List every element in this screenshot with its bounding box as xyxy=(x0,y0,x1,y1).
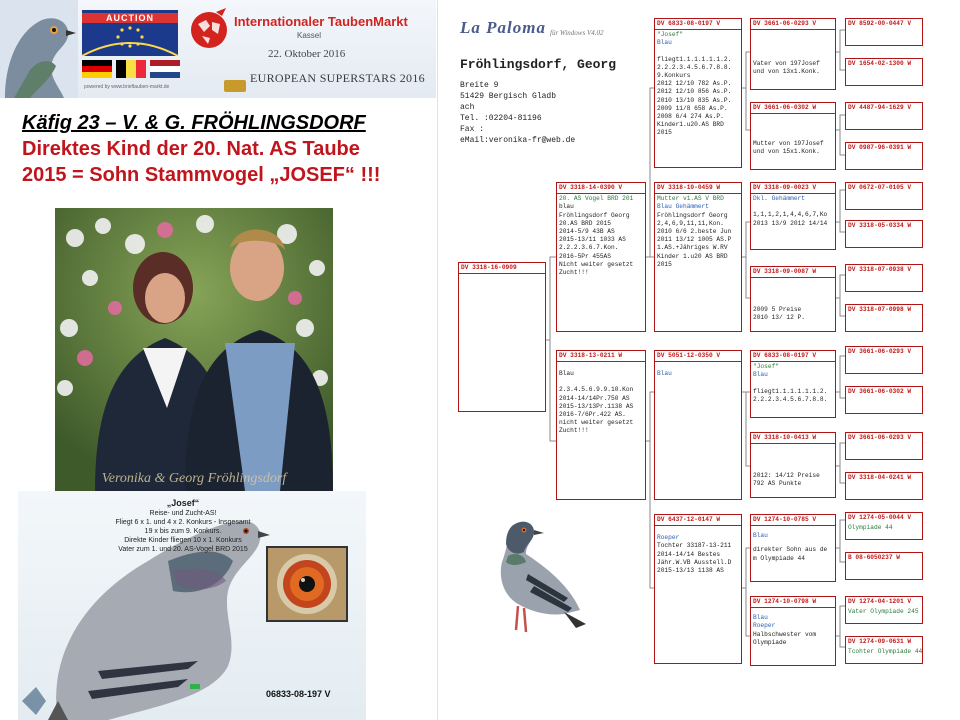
bird-info: 2012 12/10 856 As.P. xyxy=(657,88,732,96)
pedigree-gen4 xyxy=(845,220,923,248)
pigeon-head-image xyxy=(0,0,78,98)
bird-color: Blau xyxy=(559,370,574,378)
bird-info: 2.2.2.3.4.5.6.7.8.8. xyxy=(753,395,828,403)
bird-title: Vater Olympiade 245 xyxy=(848,608,919,616)
josef-line: Vater zum 1. und 20. AS-Vogel BRD 2015 xyxy=(118,546,248,553)
ring-number: DV 1274-04-1201 V xyxy=(848,598,912,605)
pedigree-gen4 xyxy=(845,596,923,624)
bird-info: 2.3.4.5.6.9.9.10.Kon xyxy=(559,386,634,394)
pedigree-sire xyxy=(556,182,646,332)
bird-info: Fröhlingsdorf Georg xyxy=(657,211,728,219)
pedigree-gen3 xyxy=(750,102,836,170)
pedigree-sheet xyxy=(437,0,960,720)
ring-number: DV 4487-94-1629 V xyxy=(848,104,912,111)
market-event: EUROPEAN SUPERSTARS 2016 xyxy=(250,71,425,85)
pedigree-gen4 xyxy=(845,102,923,130)
auction-banner xyxy=(0,0,436,98)
bird-info: direkter Sohn aus de xyxy=(753,546,828,554)
ring-number: DV 0672-07-0105 V xyxy=(848,184,912,191)
bird-color: blau xyxy=(559,203,574,211)
address-line: Breite 9 xyxy=(460,81,499,90)
pedigree-sire-sire xyxy=(654,18,742,168)
ring-number: DV 3318-07-0938 V xyxy=(848,266,912,273)
bird-info: Jähr.W.VB Ausstell.D xyxy=(657,558,732,566)
flag-netherlands xyxy=(150,60,180,78)
bird-color: Roeper xyxy=(657,534,680,542)
pedigree-gen4 xyxy=(845,346,923,374)
pedigree-gen4 xyxy=(845,18,923,46)
bird-info: 1.AS.+Jähriges W.RV xyxy=(657,244,728,252)
heading-cage: Käfig 23 – V. & G. FRÖHLINGSDORF xyxy=(22,112,366,134)
address-line: ach xyxy=(460,103,475,112)
ring-number: DV 3661-06-0293 V xyxy=(848,434,912,441)
photo-caption: Veronika & Georg Fröhlingsdorf xyxy=(101,471,287,486)
ring-number: DV 3318-16-0909 xyxy=(459,263,545,274)
bird-color: Blau xyxy=(753,614,768,622)
josef-description xyxy=(78,498,288,554)
address-line: 51429 Bergisch Gladb xyxy=(460,92,557,101)
bird-info: 2015-13/11 1033 AS xyxy=(559,236,626,244)
pedigree-gen3 xyxy=(750,432,836,498)
bird-info: 792 AS Punkte xyxy=(753,480,802,488)
ring-number: DV 1654-02-1300 W xyxy=(848,60,912,67)
flag-row xyxy=(82,60,180,78)
ring-number: DV 3661-06-0302 W xyxy=(848,388,912,395)
heading-line-2: Direktes Kind der 20. Nat. AS Taube xyxy=(22,138,360,160)
bird-title: 20. AS Vogel BRD 201 xyxy=(559,195,634,203)
ring-number: DV 3661-06-0302 W xyxy=(751,103,835,114)
bird-info: 2.2.2.3.6.7.Kon. xyxy=(559,244,619,252)
ring-number: DV 1274-10-0798 W xyxy=(751,597,835,608)
bird-info: Nicht weiter gesetzt xyxy=(559,260,634,268)
bird-info: 2015-13/13Pr.1138 AS xyxy=(559,402,634,410)
world-map-logo xyxy=(186,6,232,50)
bird-title: Tcohter Olympiade 44 xyxy=(848,648,923,656)
pedigree-gen3 xyxy=(750,514,836,582)
pedigree-gen3 xyxy=(750,596,836,666)
josef-ring-number: 06833-08-197 V xyxy=(266,689,331,699)
bird-info: 2010 6/6 2.beste Jun xyxy=(657,228,732,236)
bird-info: Halbschwester vom xyxy=(753,630,817,638)
bird-info: 2013 13/9 2012 14/14 xyxy=(753,219,828,227)
pedigree-dam-dam xyxy=(654,514,742,664)
pedigree-gen4 xyxy=(845,636,923,664)
bird-info: Tochter 33187-13-211 xyxy=(657,542,732,550)
pedigree-gen4 xyxy=(845,142,923,170)
bird-color: Blau xyxy=(753,371,768,379)
ring-number: DV 3318-14-0390 V xyxy=(557,183,645,194)
pedigree-gen3 xyxy=(750,182,836,250)
bird-info: 2015-13/13 1138 AS xyxy=(657,567,724,575)
heading-line-3: 2015 = Sohn Stammvogel „JOSEF“ !!! xyxy=(22,164,381,186)
eu-auction-label: AUCTION xyxy=(82,13,178,23)
pedigree-gen4 xyxy=(845,472,923,500)
bird-info: 2011 13/12 1005 AS.P xyxy=(657,236,732,244)
bird-info: Kinder1.u20.AS BRD xyxy=(657,121,724,129)
bird-info: 2.2.2.3.4.5.6.7.8.8. xyxy=(657,63,732,71)
bird-title: Olympiade 44 xyxy=(848,524,893,532)
josef-line: Direkte Kinder fliegen 10 x 1. Konkurs xyxy=(124,537,242,544)
bird-color: Roeper xyxy=(753,622,776,630)
bird-info: 2010 13/10 835 As.P. xyxy=(657,96,732,104)
ring-number: DV 8592-00-0447 V xyxy=(848,20,912,27)
breeder-name: Fröhlingsdorf, Georg xyxy=(460,57,617,72)
bird-title: "Josef" xyxy=(657,31,683,39)
software-version: für Windows V4.02 xyxy=(550,29,604,37)
bird-info: 2014-14/14Pr.750 AS xyxy=(559,394,630,402)
pedigree-gen3 xyxy=(750,266,836,332)
bird-info: Vater von 197Josef xyxy=(753,60,820,68)
pedigree-gen4 xyxy=(845,512,923,540)
ring-number: DV 3318-09-0087 W xyxy=(751,267,835,278)
bird-info: 2012: 14/12 Preise xyxy=(753,472,820,480)
bird-info: Zucht!!! xyxy=(559,269,589,277)
josef-card xyxy=(18,491,366,720)
market-city: Kassel xyxy=(296,31,321,40)
pigeon-illustration xyxy=(468,512,588,642)
bird-info: m Olympiade 44 xyxy=(753,554,805,562)
bird-info: 2015 xyxy=(657,260,672,268)
ring-number: B 08-6050237 W xyxy=(848,554,900,561)
ring-number: DV 6437-12-0147 W xyxy=(655,515,741,526)
bird-info: 9.Konkurs xyxy=(657,72,691,80)
josef-line: Fliegt 6 x 1. und 4 x 2. Konkurs - Insgesamt xyxy=(115,519,251,526)
pedigree-gen4 xyxy=(845,182,923,210)
flag-germany xyxy=(82,60,112,78)
bird-title: Mutter v1.AS V BRD xyxy=(657,195,724,203)
bird-info: 1,1,1,2,1,4,4,6,7,Ko xyxy=(753,211,828,219)
breeder-address xyxy=(460,80,576,146)
bird-title: "Josef" xyxy=(753,363,779,371)
pedigree-subject xyxy=(458,262,546,412)
bird-info: 2016-5Pr 455AS xyxy=(559,252,611,260)
bird-color: Blau xyxy=(657,370,672,378)
pedigree-gen4 xyxy=(845,552,923,580)
bird-color: Blau xyxy=(657,39,672,47)
ring-number: DV 1274-10-0785 V xyxy=(751,515,835,526)
pedigree-gen4 xyxy=(845,386,923,414)
bird-info: fliegt1.1.1.1.1.1.2. xyxy=(657,55,732,63)
flag-belgium xyxy=(116,60,146,78)
bird-color: Blau xyxy=(753,532,768,540)
bird-info: 20.AS BRD 2015 xyxy=(559,219,611,227)
powered-by-text: powered by www.brieftauben-markt.de xyxy=(84,84,170,90)
ring-number: DV 0987-96-0391 W xyxy=(848,144,912,151)
pedigree-gen4 xyxy=(845,264,923,292)
bird-color: Blau Gehämmert xyxy=(657,203,709,211)
address-line: Tel. :02204-81196 xyxy=(460,114,542,123)
ring-number: DV 3318-09-0023 V xyxy=(751,183,835,194)
auction-badge-icon xyxy=(224,80,246,92)
software-logo: La Paloma xyxy=(460,18,546,37)
bird-info: 2015 xyxy=(657,129,672,137)
pedigree-dam xyxy=(556,350,646,500)
pedigree-gen3 xyxy=(750,18,836,90)
ring-number: DV 3318-04-0241 W xyxy=(848,474,912,481)
josef-name: „Josef“ xyxy=(166,498,200,508)
josef-line: 19 x bis zum 9. Konkurs. xyxy=(144,528,222,535)
pedigree-gen4 xyxy=(845,304,923,332)
bird-info: 2012 12/10 782 As.P. xyxy=(657,80,732,88)
bird-info: 2010 13/ 12 P. xyxy=(753,314,805,322)
bird-info: und von 15x1.Konk. xyxy=(753,148,820,156)
eye-photo xyxy=(266,546,348,622)
bird-info: 2014-5/9 43B AS xyxy=(559,228,615,236)
ring-number: DV 3661-06-0293 V xyxy=(848,348,912,355)
ring-number: DV 3318-05-0334 W xyxy=(848,222,912,229)
bird-info: Kinder 1.u20 AS BRD xyxy=(657,252,728,260)
address-line: eMail:veronika-fr@web.de xyxy=(460,136,576,145)
pedigree-dam-sire xyxy=(654,350,742,500)
ring-number: DV 1274-09-0631 W xyxy=(848,638,912,645)
bird-info: fliegt1.1.1.1.1.1.2. xyxy=(753,387,828,395)
ring-number: DV 6833-08-0197 V xyxy=(655,19,741,30)
market-date: 22. Oktober 2016 xyxy=(268,48,346,60)
bird-color: Dkl. Gehämmert xyxy=(753,195,805,203)
ring-number: DV 1274-05-0044 V xyxy=(848,514,912,521)
ring-number: DV 3318-07-0998 W xyxy=(848,306,912,313)
breeders-photo xyxy=(55,208,333,491)
pedigree-gen3 xyxy=(750,350,836,418)
ring-number: DV 5051-12-0350 V xyxy=(655,351,741,362)
pedigree-sire-dam xyxy=(654,182,742,332)
bird-info: 2,4,6,9,11,11,Kon. xyxy=(657,219,724,227)
bird-info: und von 13x1.Konk. xyxy=(753,68,820,76)
bird-info: 2016-7/6Pr.422 AS. xyxy=(559,411,626,419)
bird-info: 2008 6/4 274 As.P. xyxy=(657,113,724,121)
offer-heading xyxy=(22,110,434,188)
bird-info: 2014-14/14 Bestes xyxy=(657,550,721,558)
bird-info: 2009 11/8 658 As.P. xyxy=(657,104,728,112)
address-line: Fax : xyxy=(460,125,485,134)
ring-number: DV 3318-10-0459 W xyxy=(655,183,741,194)
bird-info: 2009 5 Preise xyxy=(753,306,802,314)
market-title: Internationaler TaubenMarkt xyxy=(234,14,408,29)
eu-auction-logo xyxy=(82,10,178,56)
ring-number: DV 6833-08-0197 V xyxy=(751,351,835,362)
ring-number: DV 3318-13-0211 W xyxy=(557,351,645,362)
bird-info: Olympiade xyxy=(753,638,787,646)
bird-info: Mutter von 197Josef xyxy=(753,140,824,148)
bird-info: Fröhlingsdorf Georg xyxy=(559,211,630,219)
pedigree-gen4 xyxy=(845,58,923,86)
ring-number: DV 3318-10-0413 W xyxy=(751,433,835,444)
ring-number: DV 3661-06-0293 V xyxy=(751,19,835,30)
josef-line: Reise- und Zucht-AS! xyxy=(149,510,217,517)
bird-info: Zucht!!! xyxy=(559,427,589,435)
bird-info: nicht weiter gesetzt xyxy=(559,419,634,427)
pedigree-gen4 xyxy=(845,432,923,460)
